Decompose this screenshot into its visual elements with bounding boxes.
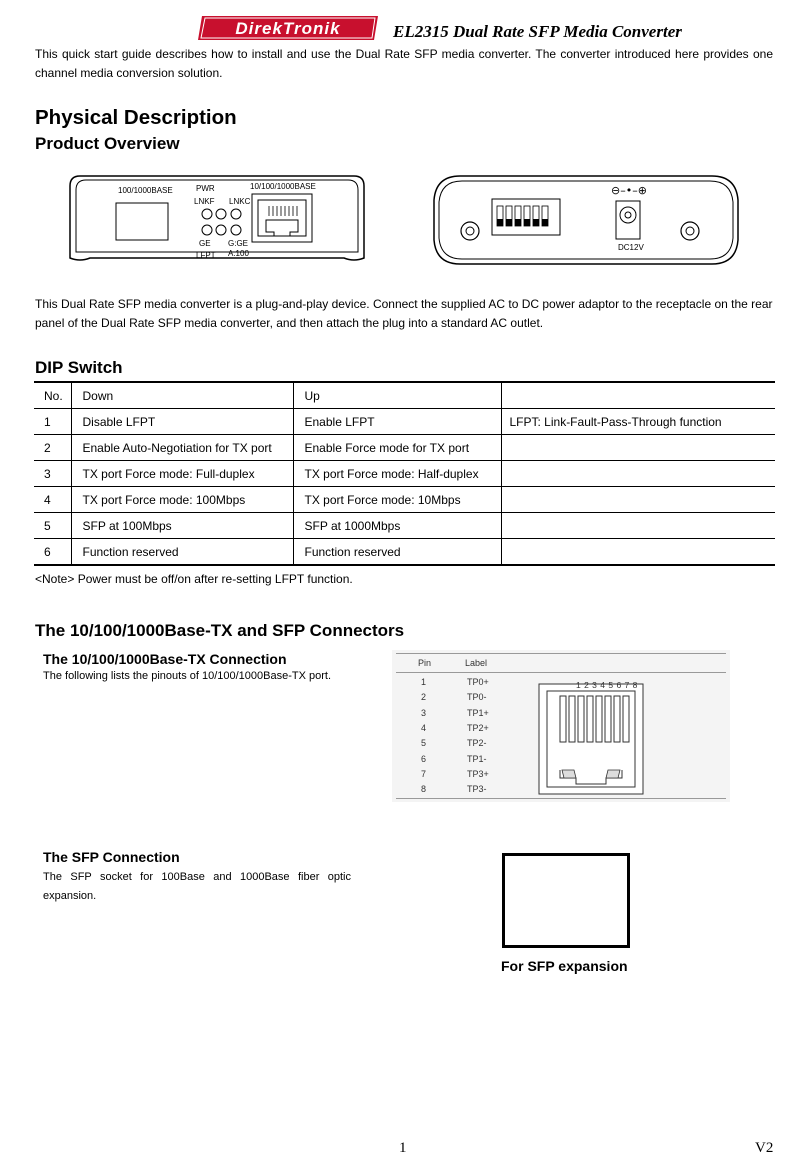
cell-down: Disable LFPT bbox=[71, 409, 293, 435]
cell-down: TX port Force mode: 100Mbps bbox=[71, 487, 293, 513]
header-up: Up bbox=[293, 382, 501, 409]
physical-description-paragraph: This Dual Rate SFP media converter is a plug-and-play device. Connect the supplied AC to DC power adaptor to the receptacle on the rear panel of the Dual Rate SFP media converter, and then attach the plug into a standard AC outlet. bbox=[35, 297, 773, 330]
table-row bbox=[34, 409, 775, 435]
dip-note: <Note> Power must be off/on after re-setting LFPT function. bbox=[35, 572, 353, 586]
table-row bbox=[34, 513, 775, 539]
cell-no: 2 bbox=[34, 435, 71, 461]
direktronik-logo bbox=[196, 14, 380, 42]
physical-description-heading: Physical Description bbox=[35, 106, 237, 129]
cell-up: Enable Force mode for TX port bbox=[293, 435, 501, 461]
cell-no: 1 bbox=[34, 409, 71, 435]
cell-note bbox=[501, 513, 775, 539]
sfp-socket-diagram bbox=[502, 853, 630, 948]
cell-down: TX port Force mode: Full-duplex bbox=[71, 461, 293, 487]
page-number: 1 bbox=[399, 1140, 407, 1156]
pin-header: Pin bbox=[418, 658, 432, 668]
header-note bbox=[501, 382, 775, 409]
polarity-symbol: ⊖–•–⊕ bbox=[611, 184, 647, 197]
lfpt-label: LFPT bbox=[196, 251, 216, 260]
cell-down: SFP at 100Mbps bbox=[71, 513, 293, 539]
document-title: EL2315 Dual Rate SFP Media Converter bbox=[393, 22, 682, 41]
sfp-caption: For SFP expansion bbox=[501, 958, 628, 974]
table-row bbox=[34, 539, 775, 566]
tx-connection-heading: The 10/100/1000Base-TX Connection bbox=[43, 651, 287, 667]
pwr-led-label: PWR bbox=[196, 184, 215, 193]
cell-note bbox=[501, 435, 775, 461]
dip-table-header-row bbox=[34, 382, 775, 409]
dc12v-label: DC12V bbox=[618, 243, 644, 252]
dip-switch-heading: DIP Switch bbox=[35, 358, 123, 377]
cell-up: Function reserved bbox=[293, 539, 501, 566]
cell-up: SFP at 1000Mbps bbox=[293, 513, 501, 539]
sfp-connection-heading: The SFP Connection bbox=[43, 849, 180, 865]
sfp-port-label: 100/1000BASE bbox=[118, 186, 173, 195]
cell-note bbox=[501, 461, 775, 487]
product-overview-heading: Product Overview bbox=[35, 134, 180, 153]
version-label: V2 bbox=[755, 1140, 774, 1156]
gge-label: G:GE bbox=[228, 239, 249, 248]
table-row bbox=[34, 461, 775, 487]
sfp-connection-text: The SFP socket for 100Base and 1000Base fiber optic expansion. bbox=[43, 871, 351, 902]
a100-label: A:100 bbox=[228, 249, 249, 258]
cell-no: 4 bbox=[34, 487, 71, 513]
cell-down: Enable Auto-Negotiation for TX port bbox=[71, 435, 293, 461]
table-row bbox=[34, 435, 775, 461]
intro-paragraph: This quick start guide describes how to install and use the Dual Rate SFP media converter. The converter introduced here provides one channel media conversion solution. bbox=[35, 47, 773, 80]
cell-up: TX port Force mode: Half-duplex bbox=[293, 461, 501, 487]
logo-text: DirekTronik bbox=[235, 19, 341, 38]
label-header: Label bbox=[465, 658, 488, 668]
header-down: Down bbox=[71, 382, 293, 409]
rj45-port-label: 10/100/1000BASE bbox=[250, 182, 316, 191]
rear-panel-diagram bbox=[430, 170, 742, 270]
cell-down: Function reserved bbox=[71, 539, 293, 566]
rj45-pin-numbers: 1 2 3 4 5 6 7 8 bbox=[576, 680, 638, 690]
cell-note bbox=[501, 487, 775, 513]
cell-up: TX port Force mode: 10Mbps bbox=[293, 487, 501, 513]
ge-label: GE bbox=[199, 239, 211, 248]
table-row bbox=[34, 487, 775, 513]
dip-switch-table bbox=[34, 381, 775, 566]
cell-up: Enable LFPT bbox=[293, 409, 501, 435]
pinout-figure: Pin Label 1 TP0+ 2 TP0- 3 TP1+ 4 TP2+ 5 TP2- 6 TP1- 7 TP3+ 8 TP3- 1 2 3 4 5 6 7 8 bbox=[392, 650, 730, 802]
cell-note bbox=[501, 539, 775, 566]
header-no: No. bbox=[34, 382, 71, 409]
rj45-socket-diagram bbox=[538, 674, 644, 796]
tx-connection-text: The following lists the pinouts of 10/100/1000Base-TX port. bbox=[43, 670, 332, 682]
cell-no: 6 bbox=[34, 539, 71, 566]
lnkf-led-label: LNKF bbox=[194, 197, 215, 206]
connectors-heading: The 10/100/1000Base-TX and SFP Connectors bbox=[35, 621, 405, 640]
cell-no: 3 bbox=[34, 461, 71, 487]
cell-no: 5 bbox=[34, 513, 71, 539]
front-panel-diagram bbox=[66, 170, 368, 270]
cell-note: LFPT: Link-Fault-Pass-Through function bbox=[501, 409, 775, 435]
lnkc-led-label: LNKC bbox=[229, 197, 251, 206]
